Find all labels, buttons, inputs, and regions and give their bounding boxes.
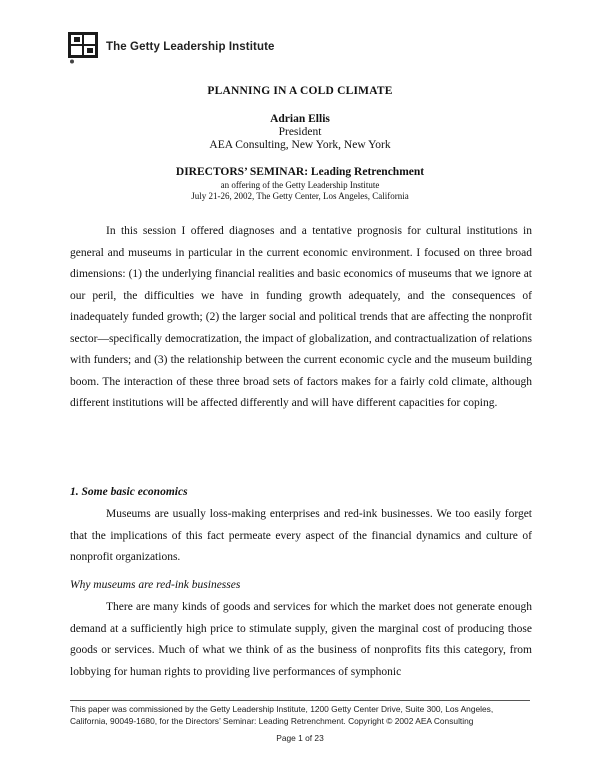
section-paragraph: Museums are usually loss-making enterprises and red-ink businesses. We too easily forget that the implications of this fact permeate every aspect of the financial dynamics and culture of nonprofit organizations. (70, 508, 532, 563)
subheading: Why museums are red-ink businesses (70, 579, 241, 591)
author-organization: AEA Consulting, New York, New York (209, 139, 391, 151)
footer-note: This paper was commissioned by the Getty Leadership Institute, 1200 Getty Center Drive, Suite 300, Los Angeles, California, 90049-1680, for the Directors’ Seminar: Leading Retrenchment. Copyright © 2002 AEA Consulting (70, 704, 494, 726)
header-logo (68, 30, 275, 64)
footer-divider (70, 700, 530, 701)
seminar-dates: July 21-26, 2002, The Getty Center, Los Angeles, California (191, 191, 409, 201)
document-title: PLANNING IN A COLD CLIMATE (207, 85, 393, 97)
getty-logo-icon (68, 32, 98, 62)
author-name: Adrian Ellis (270, 113, 330, 125)
seminar-offering: an offering of the Getty Leadership Institute (220, 180, 380, 190)
intro-paragraph: In this session I offered diagnoses and a tentative prognosis for cultural institutions in general and museums in particular in the current economic environment. I focused on three broad dimensions: (1) the underlying financial realities and basic economics of museums that we ignore at our peril, the difficulties we have in funding growth adequately, and the consequences of inadequately funded growth; (2) the larger social and political trends that are affecting the nonprofit sector—specifically democratization, the impact of globalization, and contractualization of relations with funders; and (3) the relationship between the current economic cycle and the museum building boom. The interaction of these three broad sets of factors makes for a fairly cold climate, although different institutions will be affected differently and will have different capacities for coping. (70, 225, 532, 409)
page-number: Page 1 of 23 (276, 733, 324, 743)
section-heading: 1. Some basic economics (70, 486, 188, 498)
seminar-title: DIRECTORS’ SEMINAR: Leading Retrenchment (175, 166, 425, 178)
subheading-paragraph: There are many kinds of goods and services for which the market does not generate enough demand at a sufficiently high price to stimulate supply, given the marginal cost of producing those goods or services. Much of what we think of as the business of nonprofits fits this category, from lobbying for human rights to providing live performances of symphonic (70, 601, 532, 678)
logo-text: The Getty Leadership Institute (106, 41, 275, 53)
author-role: President (278, 126, 322, 138)
